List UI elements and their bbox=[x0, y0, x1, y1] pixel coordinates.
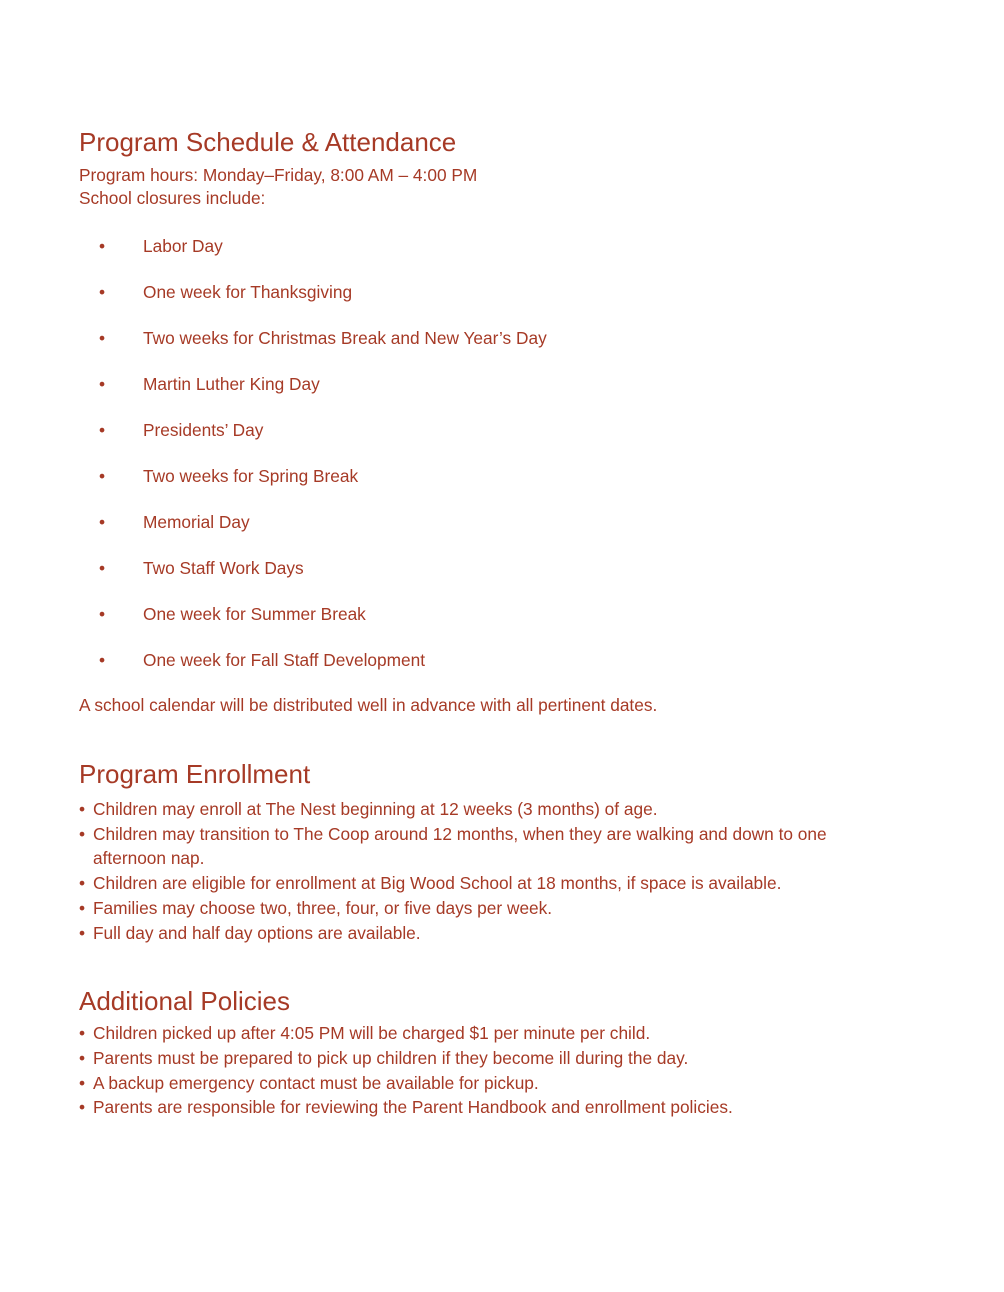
policy-item-label: Children picked up after 4:05 PM will be charged $1 per minute per child. bbox=[93, 1023, 651, 1044]
closure-item-label: Labor Day bbox=[143, 236, 223, 256]
enrollment-list bbox=[79, 797, 859, 945]
policy-item bbox=[79, 1021, 859, 1046]
closure-item-label: One week for Summer Break bbox=[143, 604, 366, 624]
closure-item bbox=[79, 559, 940, 577]
bullet-icon bbox=[99, 375, 105, 393]
enrollment-item bbox=[79, 797, 859, 822]
policies-list bbox=[79, 1021, 859, 1120]
bullet-icon bbox=[79, 1071, 85, 1096]
enrollment-item-label: Children are eligible for enrollment at Big Wood School at 18 months, if space is available. bbox=[93, 873, 782, 894]
closure-item-label: Two weeks for Spring Break bbox=[143, 466, 359, 486]
enrollment-item bbox=[79, 822, 859, 871]
bullet-icon bbox=[79, 797, 85, 822]
enrollment-item bbox=[79, 896, 859, 921]
bullet-icon bbox=[79, 1021, 85, 1046]
closure-item bbox=[79, 375, 940, 393]
closure-item bbox=[79, 283, 940, 301]
policy-item-label: A backup emergency contact must be available for pickup. bbox=[93, 1072, 539, 1093]
closure-item-label: Two Staff Work Days bbox=[143, 558, 304, 578]
closure-item-label: Martin Luther King Day bbox=[143, 374, 320, 394]
enrollment-item-label: Children may transition to The Coop around 12 months, when they are walking and down to one afternoon nap. bbox=[93, 823, 827, 869]
bullet-icon bbox=[99, 651, 105, 669]
closure-item bbox=[79, 467, 940, 485]
bullet-icon bbox=[99, 513, 105, 531]
closures-list bbox=[79, 237, 940, 669]
closure-item-label: One week for Fall Staff Development bbox=[143, 650, 426, 670]
closure-item bbox=[79, 605, 940, 623]
closures-intro: School closures include: bbox=[79, 188, 266, 208]
closure-item bbox=[79, 421, 940, 439]
bullet-icon bbox=[79, 871, 85, 896]
section-title-enrollment: Program Enrollment bbox=[79, 759, 311, 789]
enrollment-item-label: Full day and half day options are available. bbox=[93, 922, 421, 943]
bullet-icon bbox=[99, 329, 105, 347]
bullet-icon bbox=[99, 605, 105, 623]
bullet-icon bbox=[79, 896, 85, 921]
policy-item bbox=[79, 1046, 859, 1071]
enrollment-item-label: Children may enroll at The Nest beginning at 12 weeks (3 months) of age. bbox=[93, 799, 658, 819]
calendar-note: A school calendar will be distributed well in advance with all pertinent dates. bbox=[79, 695, 658, 715]
bullet-icon bbox=[79, 822, 85, 847]
bullet-icon bbox=[99, 283, 105, 301]
enrollment-item bbox=[79, 921, 859, 946]
closure-item bbox=[79, 513, 940, 531]
bullet-icon bbox=[99, 467, 105, 485]
page-title: Program Schedule & Attendance bbox=[79, 127, 457, 157]
closure-item-label: Presidents’ Day bbox=[143, 420, 264, 440]
bullet-icon bbox=[99, 237, 105, 255]
closure-item bbox=[79, 329, 940, 347]
bullet-icon bbox=[99, 559, 105, 577]
policy-item-label: Parents are responsible for reviewing the Parent Handbook and enrollment policies. bbox=[93, 1097, 733, 1118]
policy-item bbox=[79, 1071, 859, 1096]
program-hours-line: Program hours: Monday–Friday, 8:00 AM – 4:00 PM bbox=[79, 165, 478, 185]
closure-item-label: Memorial Day bbox=[143, 512, 250, 532]
bullet-icon bbox=[99, 421, 105, 439]
closure-item bbox=[79, 237, 940, 255]
enrollment-item-label: Families may choose two, three, four, or five days per week. bbox=[93, 897, 553, 918]
closure-item-label: One week for Thanksgiving bbox=[143, 282, 353, 302]
closure-item-label: Two weeks for Christmas Break and New Year’s Day bbox=[143, 328, 547, 348]
enrollment-item bbox=[79, 871, 859, 896]
section-title-policies: Additional Policies bbox=[79, 986, 291, 1017]
closure-item bbox=[79, 651, 940, 669]
document-page bbox=[79, 0, 940, 1120]
bullet-icon bbox=[79, 1095, 85, 1120]
policy-item bbox=[79, 1095, 859, 1120]
policy-item-label: Parents must be prepared to pick up children if they become ill during the day. bbox=[93, 1047, 689, 1068]
bullet-icon bbox=[79, 1046, 85, 1071]
bullet-icon bbox=[79, 921, 85, 946]
